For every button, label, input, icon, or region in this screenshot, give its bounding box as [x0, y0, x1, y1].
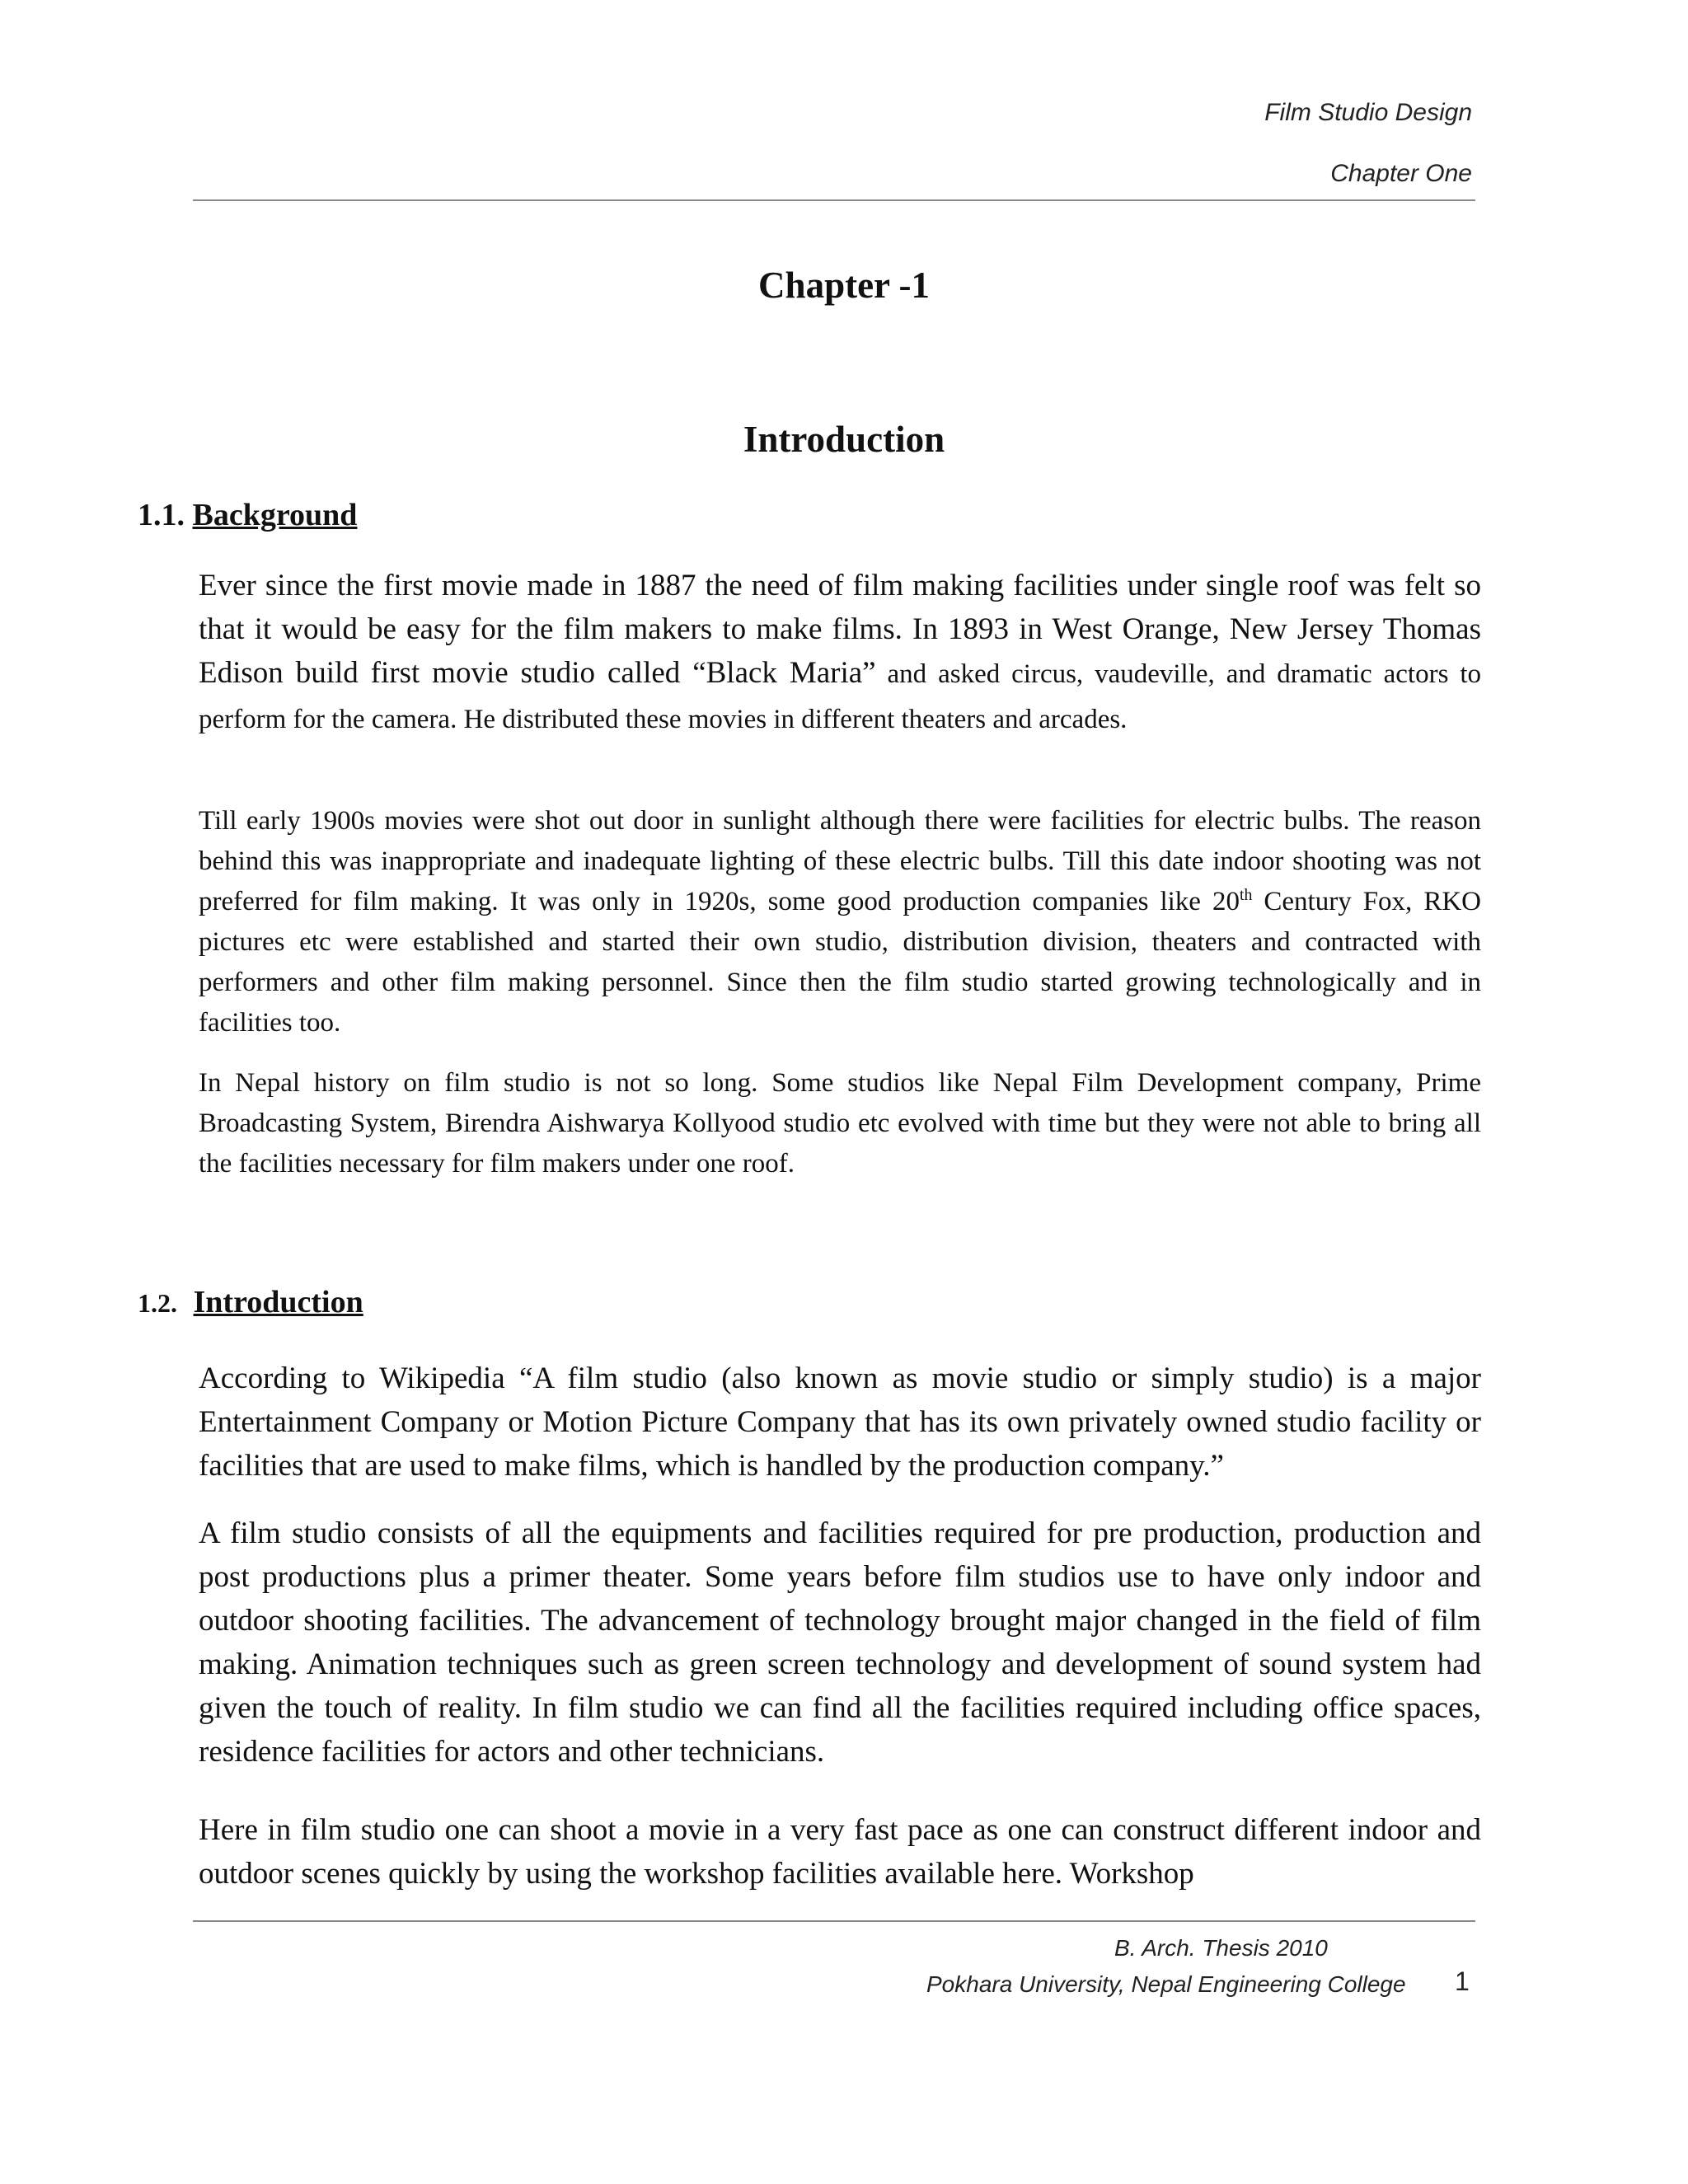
section-heading-introduction	[138, 1284, 363, 1320]
paragraph-text: Century Fox, RKO pictures etc were established and started their own studio, distribution division, theaters and contracted with performers and other film making personnel. Since then the film studio started growing technologically and in facilities too.	[199, 887, 1481, 1038]
background-paragraph-1	[199, 564, 1481, 742]
paragraph-text: Till early 1900s movies were shot out door in sunlight although there were facilities for electric bulbs. The reason behind this was inappropriate and inadequate lighting of these electric bulbs. Till this date indoor shooting was not preferred for film making. It was only in 1920s, some good production companies like 20	[199, 806, 1481, 916]
header-rule	[193, 199, 1475, 201]
section-number: 1.1.	[138, 498, 185, 532]
page-number: 1	[1455, 1966, 1470, 1996]
header-chapter-label: Chapter One	[1330, 160, 1472, 187]
footer-institution: Pokhara University, Nepal Engineering College	[926, 1971, 1406, 1997]
section-heading-background	[138, 497, 357, 533]
paragraph-text-small: and asked circus, vaudeville, and dramatic actors to perform for the camera. He distributed these movies in different theaters and arcades.	[199, 659, 1481, 734]
introduction-paragraph-3: Here in film studio one can shoot a movie in a very fast pace as one can construct different indoor and outdoor scenes quickly by using the workshop facilities available here. Workshop	[199, 1813, 1481, 1891]
ordinal-superscript: th	[1239, 886, 1253, 904]
section-title: Background	[192, 498, 358, 532]
paragraph-text: Ever since the first movie made in 1887 the need of film making facilities under single roof was felt so that it would be easy for the film makers to make films. In 1893 in West Orange, New Jersey Thomas Edison build first movie studio called “Black Maria”	[199, 569, 1481, 690]
header-document-title: Film Studio Design	[1264, 99, 1472, 126]
introduction-paragraph-1: According to Wikipedia “A film studio (also known as movie studio or simply studio) is a major Entertainment Company or Motion Picture Company that has its own privately owned studio facility or facilities that are used to make films, which is handled by the production company.”	[199, 1361, 1481, 1483]
introduction-paragraph-2: A film studio consists of all the equipments and facilities required for pre production, production and post productions plus a primer theater. Some years before film studios use to have only indoor and outdoor shooting facilities. The advancement of technology brought major changed in the field of film making. Animation techniques such as green screen technology and development of sound system had given the touch of reality. In film studio we can find all the facilities required including office spaces, residence facilities for actors and other technicians.	[199, 1516, 1481, 1769]
chapter-title-heading: Introduction	[743, 419, 945, 460]
background-paragraph-3: In Nepal history on film studio is not so long. Some studios like Nepal Film Development company, Prime Broadcasting System, Birendra Aishwarya Kollyood studio etc evolved with time but they were not able to bring all the facilities necessary for film makers under one roof.	[199, 1068, 1481, 1179]
section-title: Introduction	[193, 1285, 363, 1319]
section-number: 1.2.	[138, 1288, 177, 1318]
chapter-number-heading: Chapter -1	[758, 265, 930, 306]
footer-rule	[193, 1920, 1475, 1922]
background-paragraph-2	[199, 801, 1481, 1043]
footer-thesis-label: B. Arch. Thesis 2010	[1114, 1935, 1328, 1961]
